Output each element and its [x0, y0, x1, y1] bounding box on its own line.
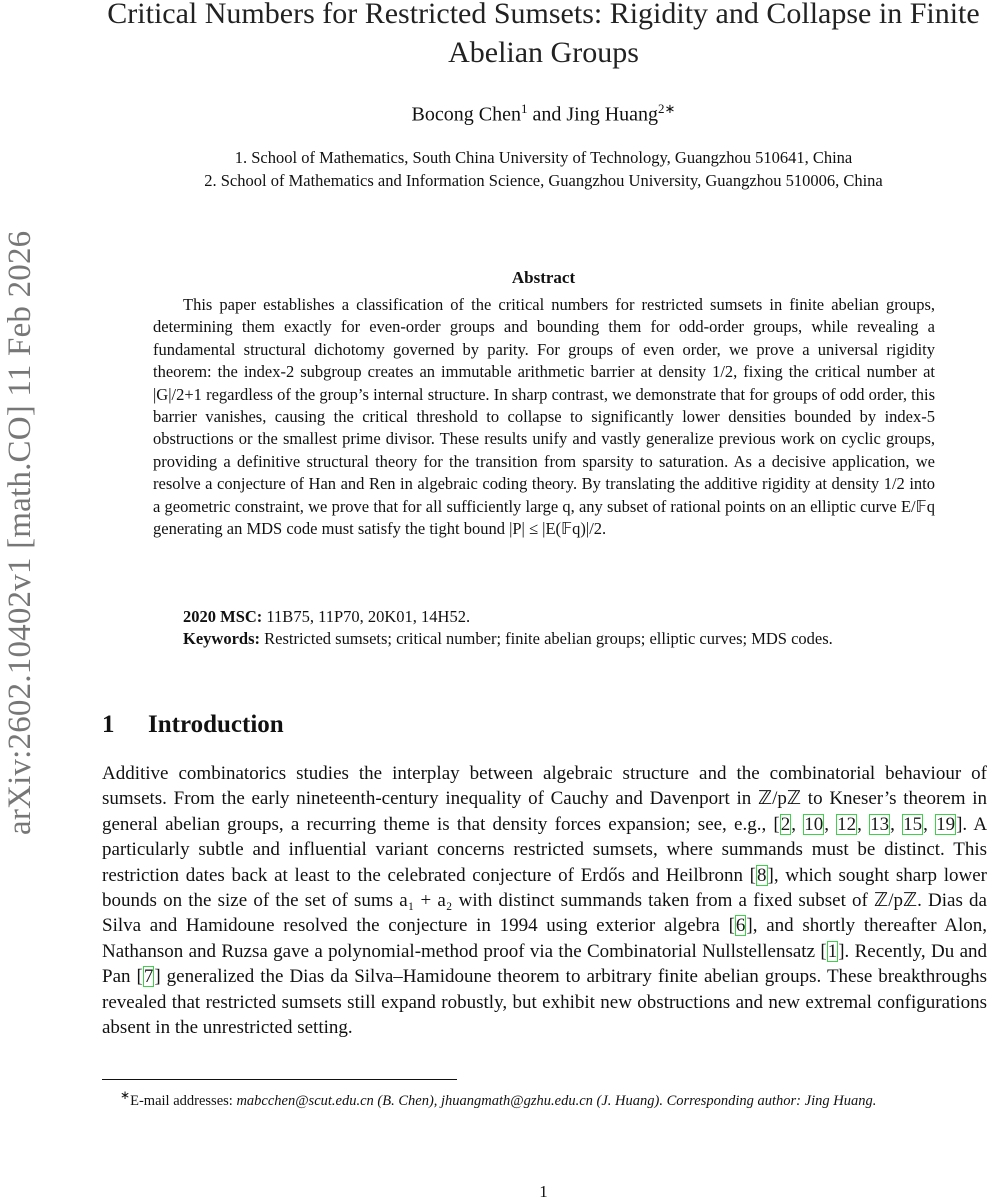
keywords-label: Keywords: [183, 629, 260, 649]
section-number: 1 [102, 711, 115, 738]
author-1-mark: 1 [520, 101, 528, 116]
msc-codes: 11B75, 11P70, 20K01, 14H52. [262, 607, 471, 626]
msc-line [153, 606, 935, 628]
footnote-lead: E-mail addresses: [130, 1092, 237, 1109]
intro-text-6: ] generalized the Dias da Silva–Hamidoune theorem to arbitrary finite abelian groups. These breakthroughs revealed that restricted sumsets still expand robustly, but exhibit new obstructions and new extremal configurations absent in the unrestricted setting. [102, 966, 987, 1039]
author-conjunction: and [527, 103, 567, 126]
paper-meta [153, 606, 935, 651]
arxiv-side-label: arXiv:2602.10402v1 [math.CO] 11 Feb 2026 [2, 230, 38, 836]
intro-text-1: Additive combinatorics studies the interplay between algebraic structure and the combinatorial behaviour of sumsets. From the early nineteenth-century inequality of Cauchy and Davenport in ℤ/pℤ to Kneser’s theorem in general abelian groups, a recurring theme is that density forces expansion; see, e.g., [ [102, 763, 987, 835]
citation-link[interactable]: 15 [903, 813, 923, 835]
affiliation-2: 2. School of Mathematics and Information Science, Guangzhou University, Guangzhou 510006, China [204, 171, 883, 190]
citation-link[interactable]: 2 [780, 813, 791, 835]
section-heading [102, 711, 284, 739]
footnote [102, 1085, 987, 1112]
author-2: Jing Huang [566, 103, 659, 126]
citation-link[interactable]: 19 [936, 813, 956, 835]
affiliations [100, 146, 987, 192]
author-2-mark: 2∗ [658, 101, 676, 116]
citation-link[interactable]: 10 [804, 813, 824, 835]
citation-link[interactable]: 1 [827, 940, 838, 962]
citation-link[interactable]: 12 [837, 813, 857, 835]
abstract-text: This paper establishes a classification of the critical numbers for restricted sumsets in finite abelian groups, determining them exactly for even-order groups and bounding them for odd-order groups, while revealing a fundamental structural dichotomy governed by parity. For groups of even order, we prove a universal rigidity theorem: the index-2 subgroup creates an immutable arithmetic barrier at density 1/2, fixing the critical number at |G|/2+1 regardless of the group’s internal structure. In sharp contrast, we demonstrate that for groups of odd order, this barrier vanishes, causing the critical threshold to collapse to significantly lower densities bounded by index-5 obstructions or the smallest prime divisor. These results unify and vastly generalize previous work on cyclic groups, providing a definitive structural theory for the transition from sparsity to saturation. As a decisive application, we resolve a conjecture of Han and Ren in algebraic coding theory. By translating the additive rigidity at density 1/2 into a geometric constraint, we prove that for all sufficiently large q, any subset of rational points on an elliptic curve E/𝔽q generating an MDS code must satisfy the tight bound |P| ≤ |E(𝔽q)|/2. [153, 295, 935, 539]
affiliation-1: 1. School of Mathematics, South China University of Technology, Guangzhou 510641, China [234, 148, 853, 167]
keywords-text: Restricted sumsets; critical number; finite abelian groups; elliptic curves; MDS codes. [260, 629, 833, 649]
keywords-line [153, 628, 935, 650]
footnote-emails: mabcchen@scut.edu.cn (B. Chen), jhuangmath@gzhu.edu.cn (J. Huang). Corresponding author: Jing Huang. [236, 1092, 877, 1109]
abstract-heading: Abstract [511, 268, 576, 287]
citation-link[interactable]: 6 [735, 915, 746, 937]
msc-label: 2020 MSC: [183, 607, 263, 626]
citation-link[interactable]: 8 [757, 864, 767, 886]
citation-link[interactable]: 13 [870, 813, 890, 835]
intro-text-4: ], and shortly thereafter Alon, Nathanson and Ruzsa gave a polynomial-method proof via the Combinatorial Nullstellensatz [ [102, 915, 987, 962]
paper-title: Critical Numbers for Restricted Sumsets: Rigidity and Collapse in Finite Abelian Groups [107, 0, 980, 69]
intro-text-5: ]. Recently, Du and Pan [ [102, 940, 987, 988]
footnote-rule [102, 1079, 457, 1080]
intro-text-3: ], which sought sharp lower bounds on the size of the set of sums a₁ + a₂ with distinct summands taken from a fixed subset of ℤ/pℤ. Dias da Silva and Hamidoune resolved the conjecture in 1994 using exterior algebra [ [102, 864, 987, 937]
author-1: Bocong Chen [411, 103, 521, 126]
intro-paragraph: Additive combinatorics studies the interplay between algebraic structure and the combinatorial behaviour of sumsets. From the early nineteenth-century inequality of Cauchy and Davenport in ℤ/pℤ to Kneser’s theorem in general abelian groups, a recurring theme is that density forces expansion; see, e.g., [2, 10, 12, 13, 15, 19]. A particularly subtle and influential variant concerns restricted sumsets, where summands must be distinct. This restriction dates back at least to the celebrated conjecture of Erdős and Heilbronn [8], which sought sharp lower bounds on the size of the set of sums a₁ + a₂ with distinct summands taken from a fixed subset of ℤ/pℤ. Dias da Silva and Hamidoune resolved the conjecture in 1994 using exterior algebra [6], and shortly thereafter Alon, Nathanson and Ruzsa gave a polynomial-method proof via the Combinatorial Nullstellensatz [1]. Recently, Du and Pan [7] generalized the Dias da Silva–Hamidoune theorem to arbitrary finite abelian groups. These breakthroughs revealed that restricted sumsets still expand robustly, but exhibit new obstructions and new extremal configurations absent in the unrestricted setting. [102, 763, 987, 1039]
footnote-mark: ∗ [120, 1088, 131, 1102]
section-title: Introduction [148, 711, 284, 738]
intro-text-2: ]. A particularly subtle and influential variant concerns restricted sumsets, where summands must be distinct. This restriction dates back at least to the celebrated conjecture of Erdős and Heilbronn [ [102, 813, 987, 886]
author-line [100, 101, 987, 127]
page-number: 1 [539, 1182, 548, 1201]
citation-link[interactable]: 7 [143, 966, 154, 988]
